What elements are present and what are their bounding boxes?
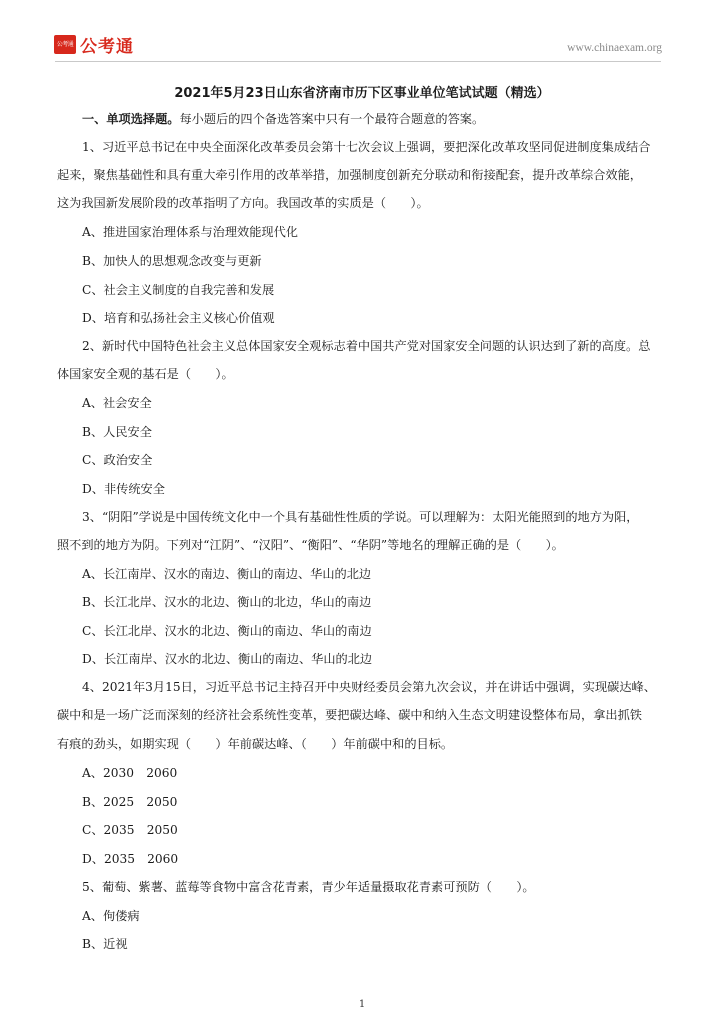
question-5-option-b: B、近视 — [82, 937, 128, 951]
question-5-line-1: 5、葡萄、紫薯、蓝莓等食物中富含花青素，青少年适量摄取花青素可预防（ ）。 — [82, 880, 535, 894]
question-2-option-a: A、社会安全 — [82, 396, 152, 410]
question-1-line-2: 起来，聚焦基础性和具有重大牵引作用的改革举措，加强制度创新充分联动和衔接配套，提升改革综合效能， — [57, 168, 642, 182]
question-1-option-d: D、培育和弘扬社会主义核心价值观 — [82, 311, 275, 325]
question-4-line-3: 有痕的劲头，如期实现（ ）年前碳达峰、（ ）年前碳中和的目标。 — [57, 737, 454, 751]
question-3-option-c: C、长江北岸、汉水的北边、衡山的南边、华山的南边 — [82, 624, 372, 638]
question-3-option-a: A、长江南岸、汉水的南边、衡山的南边、华山的北边 — [82, 567, 372, 581]
section-heading-line — [82, 110, 484, 127]
question-1-line-3: 这为我国新发展阶段的改革指明了方向。我国改革的实质是（ ）。 — [57, 196, 429, 210]
logo-text: 公考通 — [80, 37, 134, 57]
question-4-line-2: 碳中和是一场广泛而深刻的经济社会系统性变革，要把碳达峰、碳中和纳入生态文明建设整体布局，拿出抓铁 — [57, 708, 642, 722]
logo-badge: 公考通 — [54, 35, 76, 54]
question-2-option-d: D、非传统安全 — [82, 482, 165, 496]
question-4-line-1: 4、2021年3月15日，习近平总书记主持召开中央财经委员会第九次会议，并在讲话中强调，实现碳达峰、 — [82, 680, 656, 694]
question-4-option-d: D、2035 2060 — [82, 852, 179, 866]
site-url: www.chinaexam.org — [567, 42, 662, 54]
question-1-line-1: 1、习近平总书记在中央全面深化改革委员会第十七次会议上强调，要把深化改革攻坚同促进制度集成结合 — [82, 140, 651, 154]
question-3-option-d: D、长江南岸、汉水的北边、衡山的南边、华山的北边 — [82, 652, 373, 666]
question-4-option-b: B、2025 2050 — [82, 795, 178, 809]
section-instruction: 每小题后的四个备选答案中只有一个最符合题意的答案。 — [179, 112, 485, 126]
question-1-option-c: C、社会主义制度的自我完善和发展 — [82, 283, 275, 297]
question-4-option-a: A、2030 2060 — [82, 766, 178, 780]
header-divider — [55, 61, 661, 62]
question-3-line-1: 3、“阴阳”学说是中国传统文化中一个具有基础性性质的学说。可以理解为：太阳光能照到的地方为阳， — [82, 510, 639, 524]
question-3-option-b: B、长江北岸、汉水的北边、衡山的北边，华山的南边 — [82, 595, 372, 609]
question-2-option-b: B、人民安全 — [82, 425, 152, 439]
page-number: 1 — [358, 999, 366, 1010]
question-1-option-b: B、加快人的思想观念改变与更新 — [82, 254, 262, 268]
page-header — [40, 30, 664, 60]
question-1-option-a: A、推进国家治理体系与治理效能现代化 — [82, 225, 298, 239]
section-heading: 一、单项选择题。 — [82, 112, 180, 126]
question-2-line-2: 体国家安全观的基石是（ ）。 — [57, 367, 234, 381]
document-title: 2021年5月23日山东省济南市历下区事业单位笔试试题（精选） — [174, 86, 550, 101]
question-5-option-a: A、佝偻病 — [82, 909, 140, 923]
question-2-option-c: C、政治安全 — [82, 453, 153, 467]
question-3-line-2: 照不到的地方为阴。下列对“江阴”、“汉阳”、“衡阳”、“华阴”等地名的理解正确的是（ ）。 — [57, 538, 564, 552]
question-2-line-1: 2、新时代中国特色社会主义总体国家安全观标志着中国共产党对国家安全问题的认识达到了新的高度。总 — [82, 339, 651, 353]
question-4-option-c: C、2035 2050 — [82, 823, 178, 837]
